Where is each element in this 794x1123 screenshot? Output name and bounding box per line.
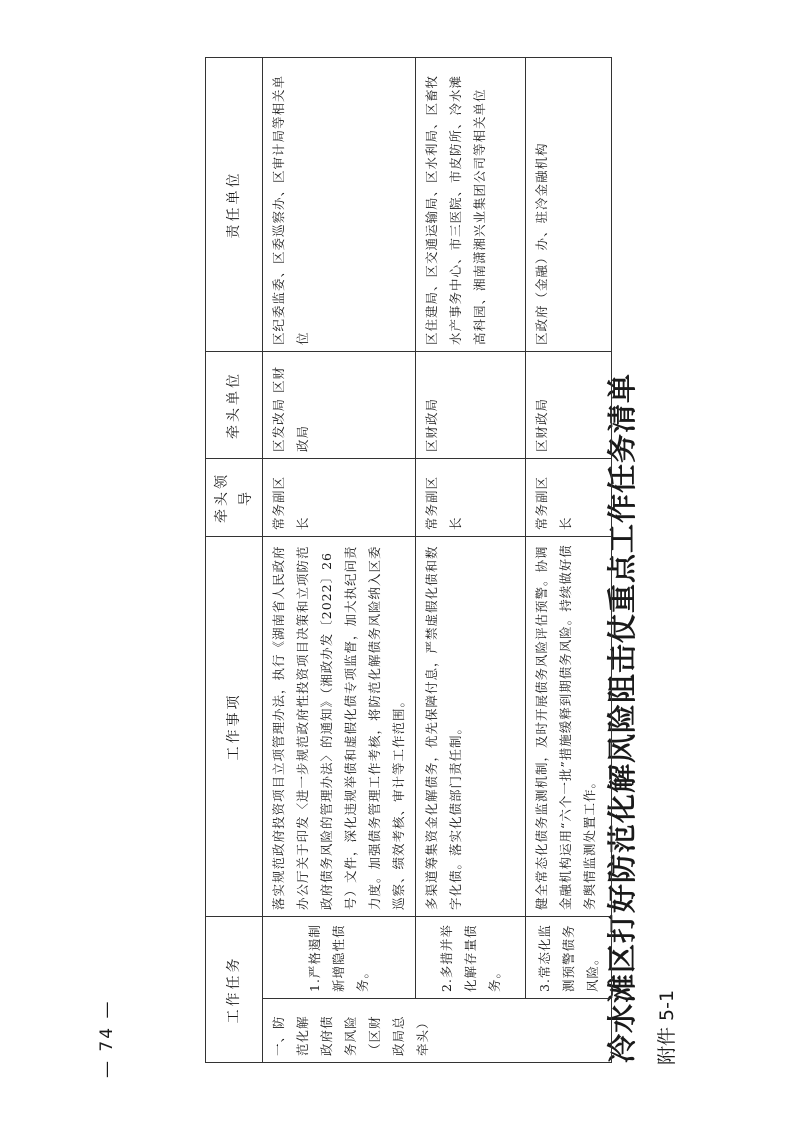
leader-cell: 常务副区长 <box>416 459 526 537</box>
header-leader: 牵头领导 <box>206 459 263 537</box>
table-row <box>416 58 526 1063</box>
content-cell: 多渠道筹集资金化解债务，优先保障付息，严禁虚假化债和数字化债。落实化债部门责任制。 <box>416 537 526 917</box>
responsible-cell: 区住建局、区交通运输局、区水利局、区畜牧水产事务中心、市三医院、市皮防所、冷水滩高科园、湘南潇湘兴业集团公司等相关单位 <box>416 58 526 352</box>
responsible-cell: 区纪委监委、区委巡察办、区审计局等相关单位 <box>263 58 416 352</box>
document-title: 冷水滩区打好防范化解风险阻击仗重点工作任务清单 <box>605 372 639 1063</box>
page-number: — 74 — <box>97 999 117 1078</box>
header-content: 工作事项 <box>206 537 263 917</box>
task-cell: 1.严格遏制新增隐性债务。 <box>263 917 416 999</box>
leader-cell: 常务副区长 <box>263 459 416 537</box>
lead-unit-cell: 区财政局 <box>416 352 526 459</box>
task-table <box>205 57 612 1063</box>
responsible-cell: 区政府（金融）办、驻冷金融机构 <box>526 58 612 352</box>
header-responsible: 责任单位 <box>206 58 263 352</box>
header-lead-unit: 牵头单位 <box>206 352 263 459</box>
attachment-label: 附件 5-1 <box>656 989 678 1065</box>
table-row <box>526 58 612 1063</box>
content-cell: 落实规范政府投资项目立项管理办法，执行《湖南省人民政府办公厅关于印发〈进一步规范政府性投资项目决策和立项防范政府债务风险的管理办法〉的通知》（湘政办发〔2022〕26号）文件，深化违规举债和虚假化债专项监督，加大执纪问责力度。加强债务管理工作考核，将防范化解债务风险纳入区委巡察、绩效考核、审计等工作范围。 <box>263 537 416 917</box>
content-cell: 健全常态化债务监测机制，及时开展债务风险评估预警。协调金融机构运用“六个一批”措施缓释到期债务风险。持续做好债务舆情监测处置工作。 <box>526 537 612 917</box>
task-cell: 3.常态化监测预警债务风险。 <box>526 917 612 999</box>
leader-cell: 常务副区长 <box>526 459 612 537</box>
header-task: 工作任务 <box>206 917 263 1063</box>
lead-unit-cell: 区财政局 <box>526 352 612 459</box>
task-cell: 2.多措并举化解存量债务。 <box>416 917 526 999</box>
table-row <box>263 58 416 1063</box>
table-header-row <box>206 58 263 1063</box>
category-cell: 一、防范化解政府债务风险（区财政局总牵头） <box>263 999 612 1063</box>
lead-unit-cell: 区发改局 区财政局 <box>263 352 416 459</box>
